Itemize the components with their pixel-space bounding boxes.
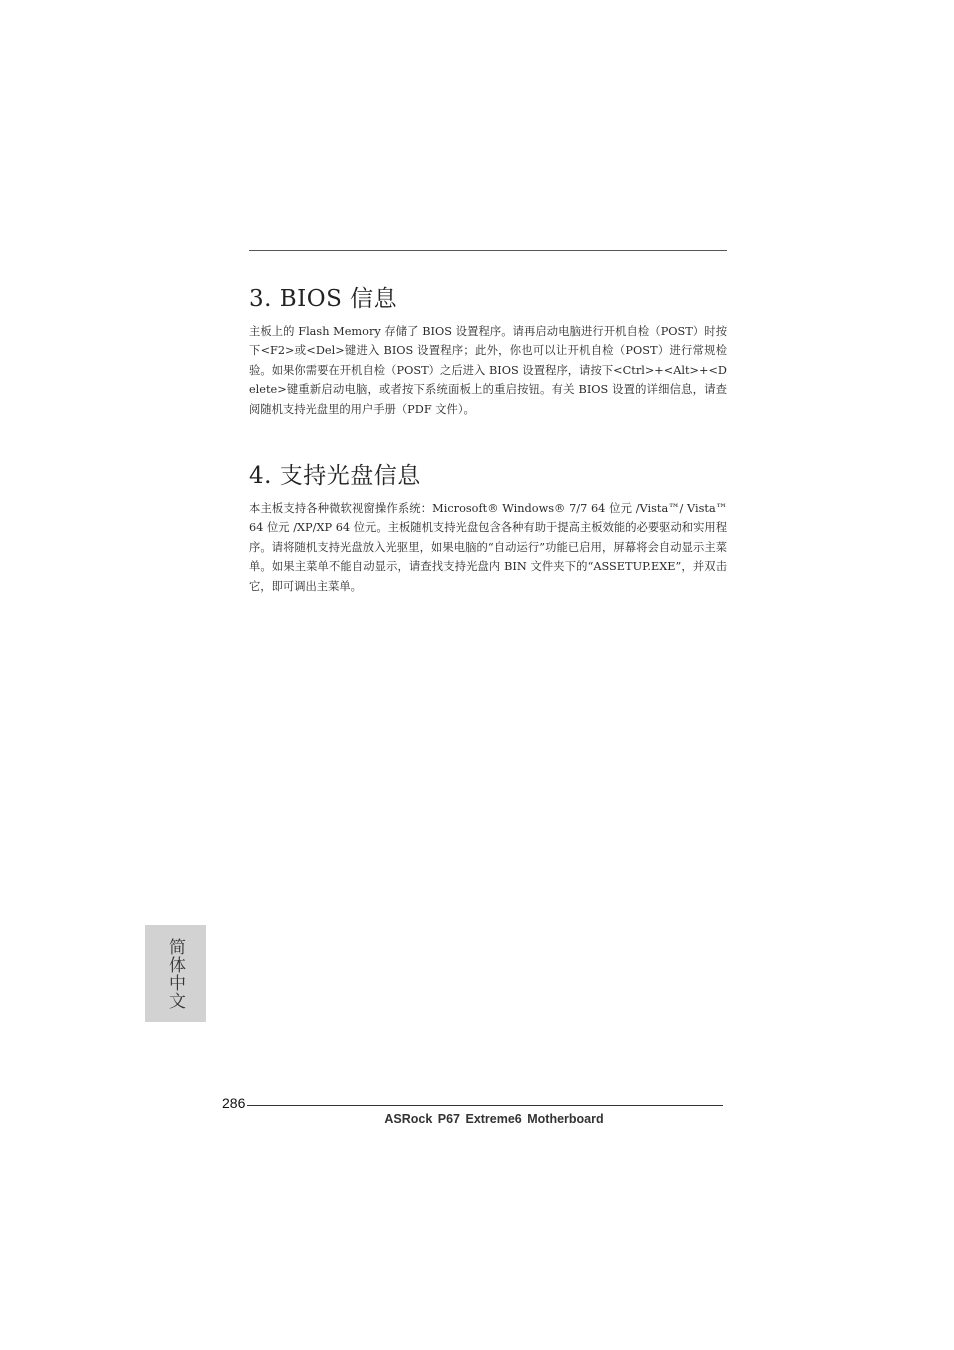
section-bios-info <box>249 284 727 419</box>
language-tab-label: 简体中文 <box>165 937 185 1010</box>
section-heading: 3. BIOS 信息 <box>249 286 398 312</box>
footer-product-name: ASRock P67 Extreme6 Motherboard <box>384 1112 604 1126</box>
section-body: 本主板支持各种微软视窗操作系统：Microsoft® Windows® 7/7 64 位元 /Vista™/ Vista™ 64 位元 /XP/XP 64 位元。主板随机支持光盘包含各种有助于提高主板效能的必要驱动和实用程序。请将随机支持光盘放入光驱里，如果电脑的“自动运行”功能已启用，屏幕将会自动显示主菜单。如果主菜单不能自动显示，请查找支持光盘内 BIN 文件夹下的“ASSETUP.EXE”，并双击它，即可调出主菜单。 <box>249 502 727 593</box>
top-divider <box>249 250 727 251</box>
footer-divider <box>247 1105 723 1106</box>
section-support-cd-info <box>249 461 727 596</box>
language-tab <box>145 925 206 1022</box>
section-heading: 4. 支持光盘信息 <box>249 463 421 489</box>
section-body: 主板上的 Flash Memory 存储了 BIOS 设置程序。请再启动电脑进行开机自检（POST）时按下<F2>或<Del>键进入 BIOS 设置程序；此外，你也可以让开机自检（POST）进行常规检验。如果你需要在开机自检（POST）之后进入 BIOS 设置程序，请按下<Ctrl>+<Alt>+<Delete>键重新启动电脑，或者按下系统面板上的重启按钮。有关 BIOS 设置的详细信息，请查阅随机支持光盘里的用户手册（PDF 文件）。 <box>249 325 727 416</box>
page-number: 286 <box>222 1095 246 1111</box>
